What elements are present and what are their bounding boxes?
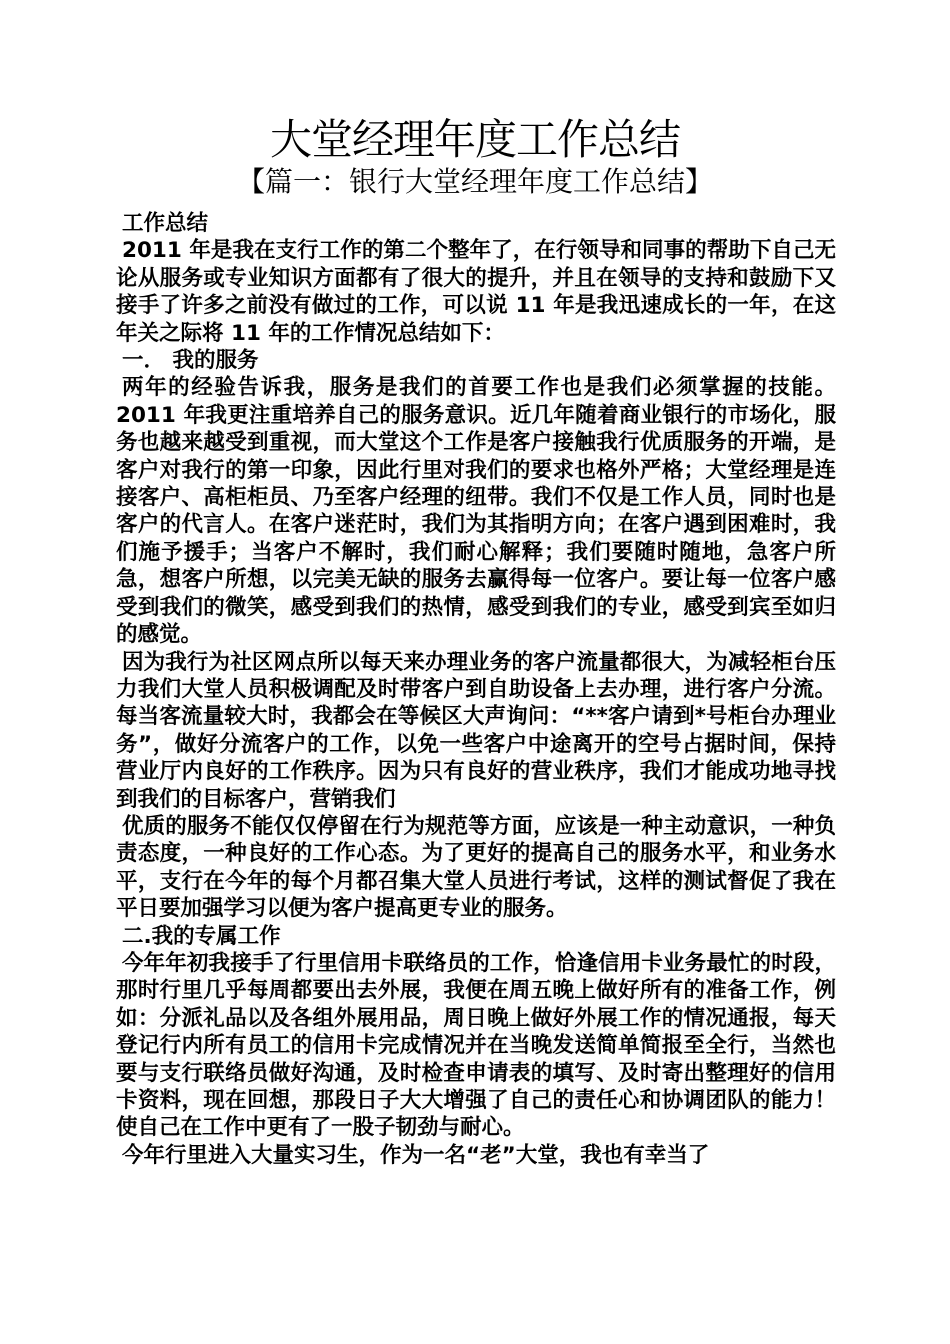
paragraph: 今年行里进入大量实习生，作为一名“老”大堂，我也有幸当了 bbox=[122, 1142, 710, 1168]
document-subtitle: 【篇一：银行大堂经理年度工作总结】 bbox=[236, 165, 713, 198]
document-title: 大堂经理年度工作总结 bbox=[269, 115, 680, 164]
section-heading: 工作总结 bbox=[122, 211, 209, 236]
section-heading: 二.我的专属工作 bbox=[122, 923, 281, 949]
document-body bbox=[116, 210, 836, 1169]
paragraph: 因为我行为社区网点所以每天来办理业务的客户流量都很大，为减轻柜台压力我们大堂人员积极调配及时带客户到自助设备上去办理，进行客户分流。每当客流量较大时，我都会在等候区大声询问：“**客户请到*号柜台办理业务”，做好分流客户的工作，以免一些客户中途离开的空号占据时间，保持营业厅内良好的工作秩序。因为只有良好的营业秩序，我们才能成功地寻找到我们的目标客户，营销我们 bbox=[116, 649, 836, 812]
paragraph: 今年年初我接手了行里信用卡联络员的工作，恰逢信用卡业务最忙的时段，那时行里几乎每周都要出去外展，我便在周五晚上做好所有的准备工作，例如：分派礼品以及各组外展用品，周日晚上做好外展工作的情况通报，每天登记行内所有员工的信用卡完成情况并在当晚发送简单简报至全行，当然也要与支行联络员做好沟通，及时检查申请表的填写、及时寄出整理好的信用卡资料，现在回想，那段日子大大增强了自己的责任心和协调团队的能力！使自己在工作中更有了一股子韧劲与耐心。 bbox=[116, 950, 836, 1141]
section-heading: 一． 我的服务 bbox=[122, 348, 259, 374]
paragraph: 2011 年是我在支行工作的第二个整年了，在行领导和同事的帮助下自己无论从服务或专业知识方面都有了很大的提升，并且在领导的支持和鼓励下又接手了许多之前没有做过的工作，可以说 11 年是我迅速成长的一年，在这年关之际将 11 年的工作情况总结如下： bbox=[116, 238, 836, 346]
paragraph: 优质的服务不能仅仅停留在行为规范等方面，应该是一种主动意识，一种负责态度，一种良好的工作心态。为了更好的提高自己的服务水平，和业务水平，支行在今年的每个月都召集大堂人员进行考试，这样的测试督促了我在平日要加强学习以便为客户提高更专业的服务。 bbox=[116, 813, 836, 922]
paragraph: 两年的经验告诉我，服务是我们的首要工作也是我们必须掌握的技能。2011 年我更注重培养自己的服务意识。近几年随着商业银行的市场化，服务也越来越受到重视，而大堂这个工作是客户接触我行优质服务的开端，是客户对我行的第一印象，因此行里对我们的要求也格外严格；大堂经理是连接客户、高柜柜员、乃至客户经理的纽带。我们不仅是工作人员，同时也是客户的代言人。在客户迷茫时，我们为其指明方向；在客户遇到困难时，我们施予援手；当客户不解时，我们耐心解释；我们要随时随地，急客户所急，想客户所想，以完美无缺的服务去赢得每一位客户。要让每一位客户感受到我们的微笑，感受到我们的热情，感受到我们的专业，感受到宾至如归的感觉。 bbox=[116, 375, 836, 648]
